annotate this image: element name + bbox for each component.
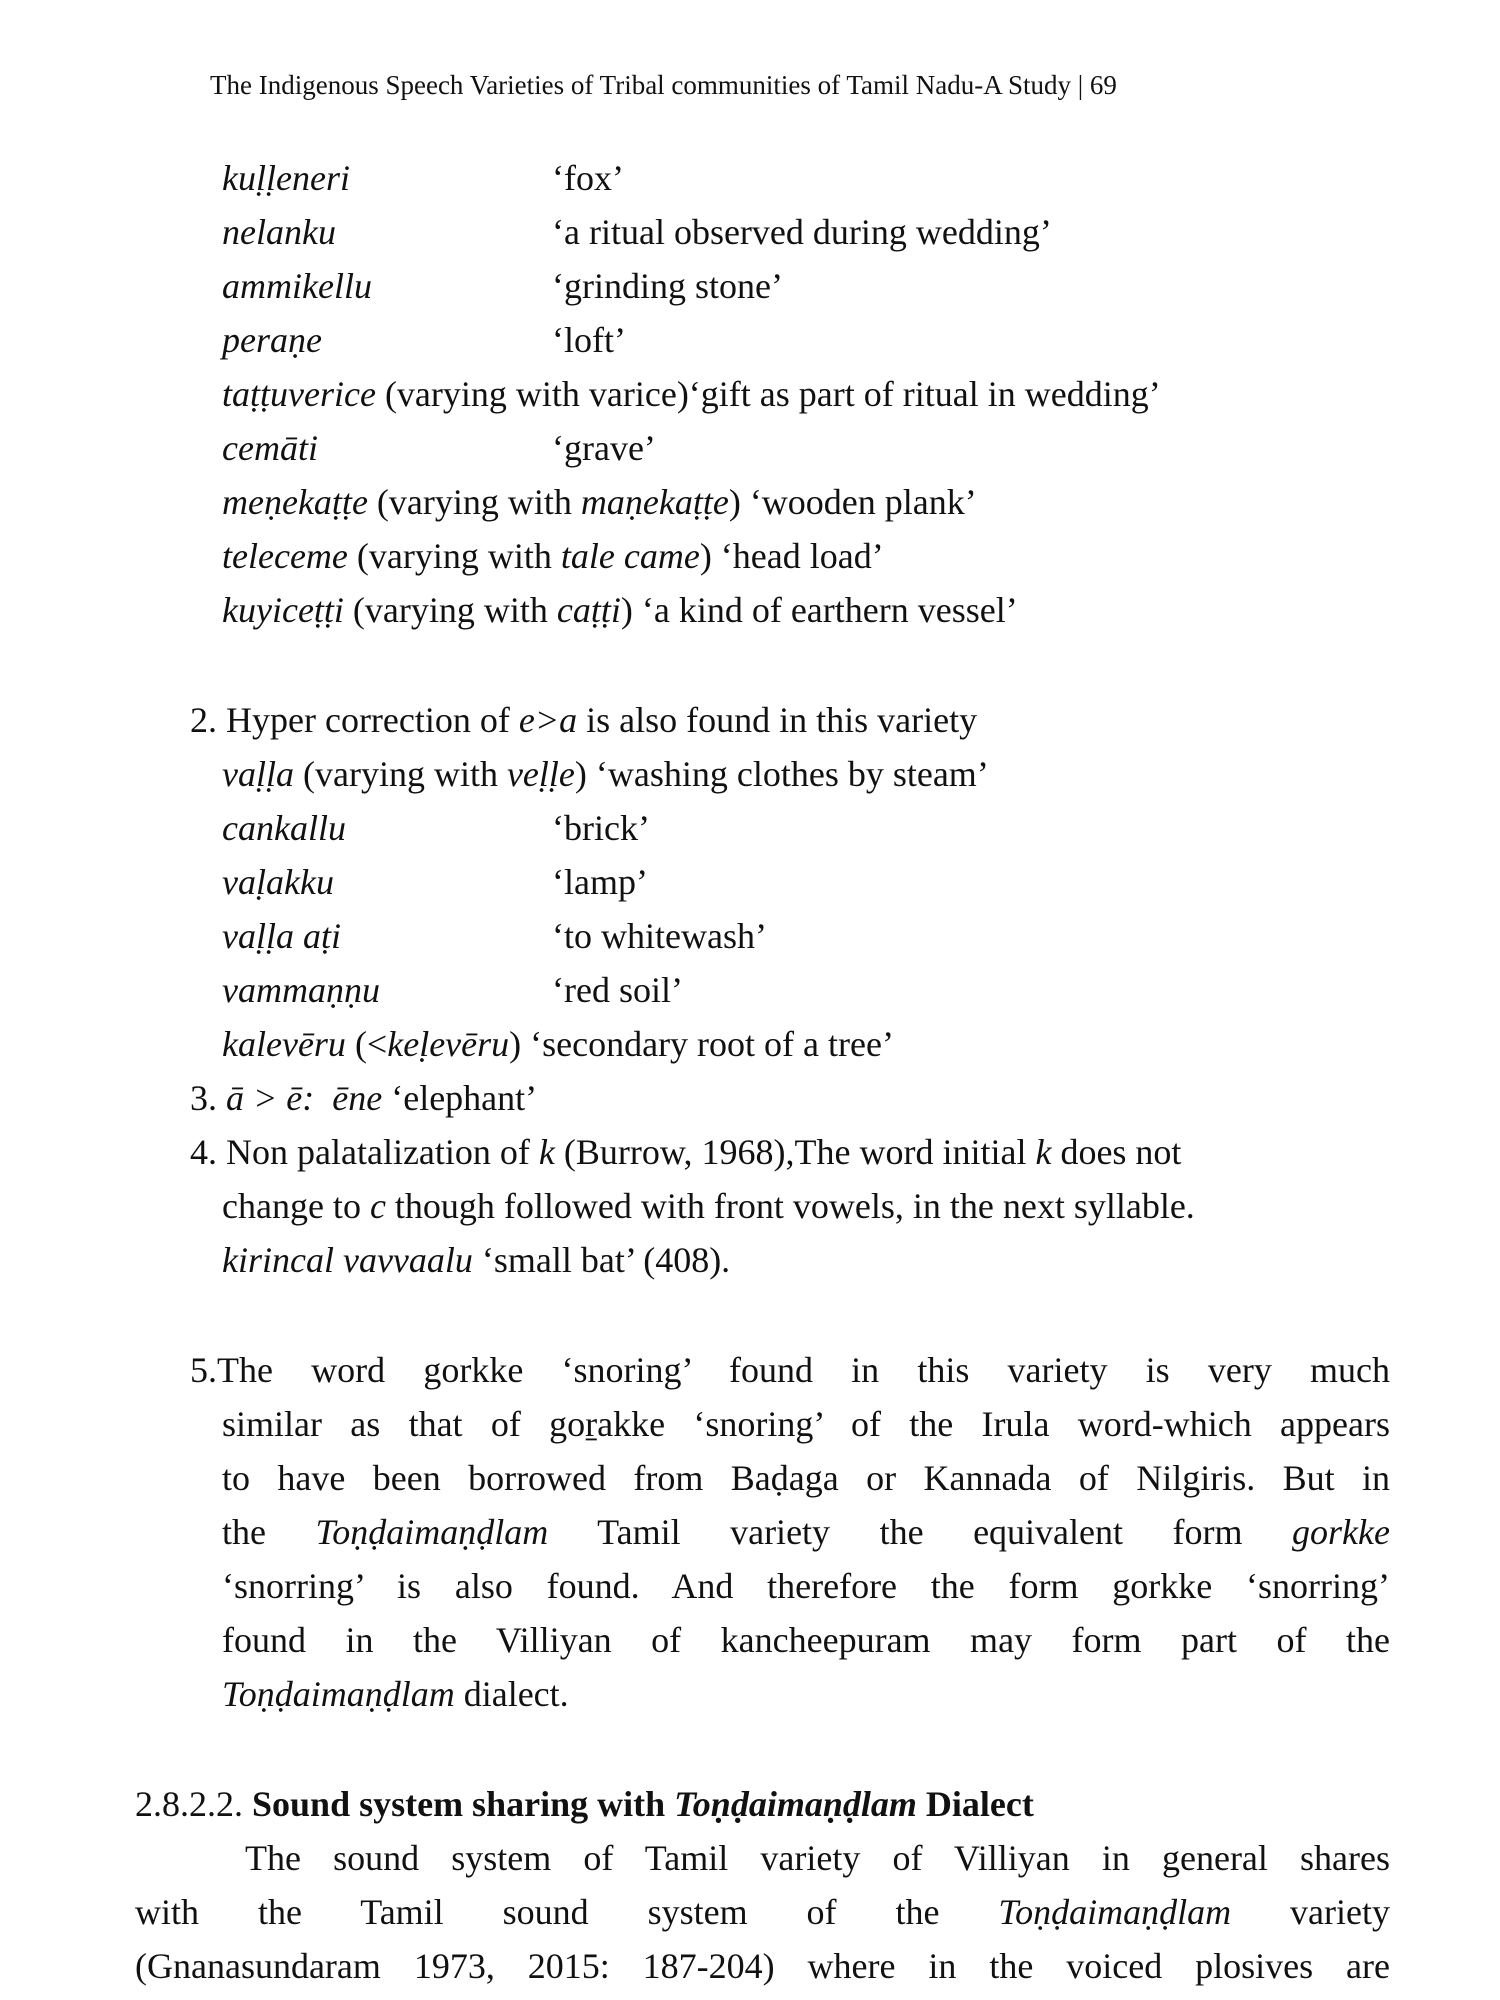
running-header: The Indigenous Speech Varieties of Tribal communities of Tamil Nadu-A Study | 69 (210, 70, 1117, 100)
item-text: 4. Non palatalization of (190, 1132, 539, 1172)
item-text: is also found in this variety (577, 700, 978, 740)
paragraph-line: The sound system of Tamil variety of Villiyan in general shares (245, 1838, 1390, 1878)
gloss: ‘small bat’ (408). (472, 1240, 731, 1280)
item-text: the (222, 1512, 316, 1552)
word-entry (222, 372, 1161, 416)
item-text: though followed with front vowels, in the next syllable. (385, 1186, 1195, 1226)
gloss: ) ‘washing clothes by steam’ (574, 754, 989, 794)
variant-note: (< (345, 1024, 388, 1064)
word-entry (222, 806, 650, 850)
tribal-word: teleceme (222, 536, 348, 576)
variant-note: (varying with (293, 754, 507, 794)
word-entry (222, 588, 1018, 632)
word-entry (222, 534, 884, 578)
list-item-4 (190, 1130, 1181, 1174)
letter: k (1035, 1132, 1052, 1172)
gloss: ‘to whitewash’ (552, 916, 767, 956)
gloss: ‘loft’ (552, 320, 626, 360)
item-5-line: to have been borrowed from Baḍaga or Kannada of Nilgiris. But in (222, 1458, 1390, 1498)
tribal-word: taṭṭuverice (222, 374, 376, 414)
variant-word: caṭṭi (556, 590, 621, 630)
tribal-word: gorkke (1292, 1512, 1390, 1552)
tribal-word: ēne (332, 1078, 383, 1118)
gloss: ‘fox’ (552, 158, 624, 198)
variant-word: keḷevēru (387, 1024, 510, 1064)
tribal-word: kirincal vavvaalu (222, 1240, 473, 1280)
tribal-word: vaḷḷa aṭi (222, 916, 341, 956)
letter: c (369, 1186, 386, 1226)
variant-word: veḷḷe (506, 754, 575, 794)
word-entry (222, 968, 683, 1012)
word-entry (222, 426, 656, 470)
tribal-word: kalevēru (222, 1024, 346, 1064)
paragraph-line: (Gnanasundaram 1973, 2015: 187-204) where in the voiced plosives are (135, 1946, 1390, 1986)
tribal-word: nelanku (222, 212, 336, 252)
word-entry (222, 264, 783, 308)
variant-note: (varying with (343, 590, 557, 630)
rule: e>a (518, 700, 578, 740)
gloss: ) ‘secondary root of a tree’ (509, 1024, 894, 1064)
word-entry (222, 210, 1052, 254)
paragraph-text: variety (1231, 1892, 1391, 1932)
word-entry (222, 860, 648, 904)
word-entry (222, 480, 977, 524)
item-5-line (222, 1510, 1390, 1554)
item-text: Tamil variety the equivalent form (548, 1512, 1293, 1552)
tribal-word: cankallu (222, 808, 346, 848)
tribal-word: peraṇe (222, 320, 322, 360)
gloss: ) ‘head load’ (699, 536, 884, 576)
gloss: ) ‘a kind of earthern vessel’ (620, 590, 1018, 630)
item-number: 3. (190, 1078, 226, 1118)
tribal-word: vaḷḷa (222, 754, 294, 794)
item-text: (Burrow, 1968),The word initial (554, 1132, 1036, 1172)
item-text: change to (222, 1186, 370, 1226)
tribal-word: meṇekaṭṭe (222, 482, 368, 522)
variant-word: tale came (560, 536, 700, 576)
variant-note: (varying with varice)‘gift as part of ritual in wedding’ (375, 374, 1161, 414)
item-5-line (222, 1672, 569, 1716)
item-line (222, 1238, 730, 1282)
variant-note: (varying with (347, 536, 561, 576)
rule: ā > ē: (226, 1078, 315, 1118)
dialect-name: Toṇḍaimaṇḍlam (315, 1512, 549, 1552)
section-title: Dialect (916, 1784, 1034, 1824)
gloss: ‘lamp’ (552, 862, 648, 902)
gloss: ‘brick’ (552, 808, 650, 848)
variant-note: (varying with (367, 482, 581, 522)
tribal-word: ammikellu (222, 266, 372, 306)
list-item-2 (190, 698, 977, 742)
gloss: ‘grinding stone’ (552, 266, 783, 306)
word-entry (222, 914, 767, 958)
word-entry (222, 318, 626, 362)
word-entry (222, 1022, 894, 1066)
variant-word: maṇekaṭṭe (580, 482, 729, 522)
paragraph-text: with the Tamil sound system of the (135, 1892, 999, 1932)
letter: k (538, 1132, 555, 1172)
gloss: ‘red soil’ (552, 970, 683, 1010)
tribal-word: cemāti (222, 428, 318, 468)
item-text: does not (1051, 1132, 1182, 1172)
tribal-word: kuḷḷeneri (222, 158, 350, 198)
word-entry (222, 752, 989, 796)
dialect-name: Toṇḍaimaṇḍlam (674, 1784, 917, 1824)
section-heading (135, 1782, 1034, 1826)
item-5-line: similar as that of goṟakke ‘snoring’ of the Irula word-which appears (222, 1404, 1390, 1444)
item-text: 2. Hyper correction of (190, 700, 519, 740)
gloss: ‘grave’ (552, 428, 656, 468)
tribal-word: kuyiceṭṭi (222, 590, 344, 630)
item-5-line: ‘snorring’ is also found. And therefore the form gorkke ‘snorring’ (222, 1566, 1390, 1606)
dialect-name: Toṇḍaimaṇḍlam (222, 1674, 455, 1714)
section-title: Sound system sharing with (252, 1784, 675, 1824)
item-5-line: 5.The word gorkke ‘snoring’ found in this variety is very much (190, 1350, 1390, 1390)
item-line (222, 1184, 1195, 1228)
paragraph-line (135, 1890, 1390, 1934)
gloss: ‘elephant’ (382, 1078, 538, 1118)
section-number: 2.8.2.2. (135, 1784, 252, 1824)
list-item-3 (190, 1076, 537, 1120)
gloss: ) ‘wooden plank’ (728, 482, 977, 522)
tribal-word: vaḷakku (222, 862, 334, 902)
item-5-line: found in the Villiyan of kancheepuram may form part of the (222, 1620, 1390, 1660)
gloss: ‘a ritual observed during wedding’ (552, 212, 1052, 252)
word-entry (222, 156, 624, 200)
item-text: dialect. (454, 1674, 569, 1714)
tribal-word: vammaṇṇu (222, 970, 380, 1010)
dialect-name: Toṇḍaimaṇḍlam (998, 1892, 1232, 1932)
